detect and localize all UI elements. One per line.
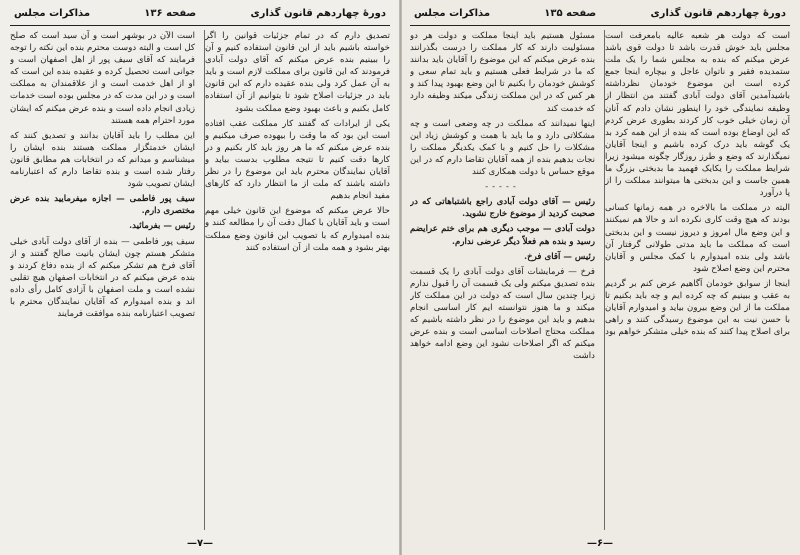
paragraph: است که دولت هر شعبه عالیه بامعرفت است مجلس باید خوش قدرت باشد تا دولت قوی باشد عرض میکنم که بنده به مجلس شما را یک ملت ستمدیده فقیر و ناتوان عاجل و بیچاره اینجا جمع کرده است این موضوع خودمان نظرداشته باشیدآمدین آقای دولت آبادی گفتند من انتظار از وظیفه نمایندگی خود را اینطور نشان دادم که آنان آن زمان خیلی خوب کار کردند بطوری عرض کردم که این اوضاع بوده است که بنده از این همه کرد بد یک گوشه باید درک کرده باشیم و اینجا آقایان نمیگذارند که وضع و طرز روزگار چگونه میشود زیرا شرایط مملکت را یکایک فهمید ما بدبختی بزرگ ما همین جاست و این بدبختی ها میتوانند مملکت را از پا درآورد bbox=[605, 31, 790, 199]
page-header bbox=[10, 8, 390, 26]
paragraph: البته در مملکت ما بالاخره در همه زمانها کسانی بودند که هیچ وقت کاری نکرده اند و حالا هم نمیکنند و این وضع مال امروز و دیروز نیست و این بدبختی است که مملکت ما باید مدتی طولانی گرفتار آن باشد ولی بنده امیدوارم با کمک مجلس و آقایان محترم این وضع اصلاح شود bbox=[605, 203, 790, 274]
paragraph: یکی از ایرادات که گفتند کار مملکت عقب افتاده است این بود که ما وقت را بیهوده صرف میکنیم و بنده عرض میکنم که ما هر روز باید کار بکنیم و در کارها دقت کنیم تا نتیجه مطلوب بدست بیاید و آقایان نمایندگان محترم باید این موضوع را در نظر داشته باشند که ملت از ما انتظار دارد که کارهای مفید انجام بدهیم bbox=[205, 118, 390, 202]
section-title: مذاکرات مجلس bbox=[14, 8, 91, 19]
paragraph: فرخ — فرمایشات آقای دولت آبادی را یک قسمت بنده تصدیق میکنم ولی یک قسمت آن را قبول ندارم زیرا چندین سال است که دولت در این مملکت کار میکند و ما هنوز نتوانسته ایم کار اساسی انجام بدهیم و باید این موضوع را در نظر داشته باشیم که مملکت محتاج اصلاحات اساسی است و بنده عرض میکنم که اگر اصلاحات نشود این وضع ادامه خواهد داشت bbox=[410, 266, 595, 362]
paragraph: مسئول هستیم باید اینجا مملکت و دولت هر دو مسئولیت دارند که کار مملکت را درست بگذرانند بنده عرض میکنم که این موضوع را آقایان باید بدانند که ما در شرایط فعلی هستیم و باید تمام سعی و کوشش خودمان را بکنیم تا این وضع بهبود پیدا کند و هر کس که در این مملکت زندگی میکند وظیفه دارد که خدمت کند bbox=[410, 31, 595, 114]
paragraph: سیف پور فاطمی — بنده از آقای دولت آبادی خیلی متشکر هستم چون ایشان بانیت صالح گفتند و از آقای فرخ هم تشکر میکنم که از بنده دفاع کردند و بنده عرض میکنم که در انتخابات اصفهان هیچ تقلبی نشده است و ملت اصفهان با آزادی کامل رأی داده اند و بنده امیدوارم که آقایان نمایندگان محترم با تصویب اعتبارنامه بنده موافقت فرمایند bbox=[10, 236, 195, 320]
paragraph: است الآن در بوشهر است و آن سید است که صلح کل است و البته دوست محترم بنده این نکته را توجه فرمایند که آقای سیف پور از اهل اصفهان است و جوانی است تحصیل کرده و عقیده بنده این است که او از اهل خدمت است و از علاقمندان به مملکت است و در این مدت که در مجلس بوده است خدمات زیادی انجام داده است و بنده عرض میکنم که ایشان مورد احترام همه هستند bbox=[10, 31, 195, 126]
text-column-left bbox=[10, 30, 195, 530]
page-label: صفحه ۱۳۶ bbox=[144, 8, 197, 19]
paragraph: این مطلب را باید آقایان بدانند و تصدیق کنند که ایشان خدمتگزار مملکت هستند بنده ایشان را میشناسم و میدانم که در انتخابات هم مطابق قانون رفتار شده است و بنده تقاضا دارم که اعتبارنامه ایشان تصویب شود bbox=[10, 130, 195, 190]
page-number: —۶— bbox=[586, 538, 614, 549]
speaker-line: رئیس — بفرمائید. bbox=[129, 221, 195, 232]
text-columns bbox=[410, 30, 790, 530]
speaker-line: سیف پور فاطمی — اجازه میفرمایید بنده عرض مختصری دارم. bbox=[10, 194, 195, 217]
speaker-line: رئیس — آقای فرخ. bbox=[524, 251, 595, 262]
speaker-line: رئیس — آقای دولت آبادی راجع باشتباهاتی که در صحبت کردید از موضوع خارج نشوید. bbox=[410, 197, 595, 220]
page-header bbox=[410, 8, 790, 26]
speaker-line: دولت آبادی — موجب دیگری هم برای ختم عرایضم رسید و بنده هم فعلاً دیگر عرضی ندارم. bbox=[410, 224, 595, 247]
journal-title: دورۀ چهاردهم قانون گذاری bbox=[650, 8, 786, 19]
column-divider bbox=[604, 30, 605, 530]
column-divider bbox=[204, 30, 205, 530]
journal-title: دورۀ چهاردهم قانون گذاری bbox=[250, 8, 386, 19]
text-column-left bbox=[410, 30, 595, 530]
text-column-right bbox=[605, 30, 790, 530]
paragraph: تصدیق دارم که در تمام جزئیات قوانین را اگر خواسته باشیم باید از این قانون استفاده کنیم و آن را ببینیم بنده عرض میکنم که آقای دولت آبادی فرمودند که این قانون برای مملکت لازم است و باید به آن عمل کرد ولی بنده عقیده دارم که این قانون باید در جزئیات اصلاح شود تا بتوانیم از آن استفاده کامل بکنیم و باعث بهبود وضع مملکت بشود bbox=[205, 31, 390, 114]
text-column-right bbox=[205, 30, 390, 530]
paragraph: اینجا از سوابق خودمان آگاهیم عرض کنم بر گردیم به عقب و ببینیم که چه کرده ایم و چه باید بکنیم تا مملکت ما از این وضع بیرون بیاید و امیدوارم آقایان با حسن نیت به این موضوع رسیدگی کنند و راهی برای اصلاح پیدا کنند که بنده خیلی متشکر خواهم بود bbox=[605, 278, 790, 338]
page-number: —۷— bbox=[186, 538, 214, 549]
book-gutter bbox=[399, 0, 402, 555]
paragraph: حالا عرض میکنم که موضوع این قانون خیلی مهم است و باید آقایان با کمال دقت آن را مطالعه کنند و بنده امیدوارم که با تصویب این قانون وضع مملکت بهتر بشود و همه ملت از آن استفاده کنند bbox=[205, 206, 390, 253]
section-title: مذاکرات مجلس bbox=[414, 8, 491, 19]
paragraph: اینها نمیدانند که مملکت در چه وضعی است و چه مشکلاتی دارد و ما باید با همت و کوشش زیاد این مشکلات را حل کنیم و با کمک یکدیگر مملکت را نجات بدهیم بنده از همه آقایان تقاضا دارم که در این موقع حساس با دولت همکاری کنند bbox=[410, 118, 595, 178]
text-columns bbox=[10, 30, 390, 530]
page-label: صفحه ۱۳۵ bbox=[544, 8, 597, 19]
right-page bbox=[400, 0, 800, 555]
section-divider: ----- bbox=[485, 182, 520, 193]
